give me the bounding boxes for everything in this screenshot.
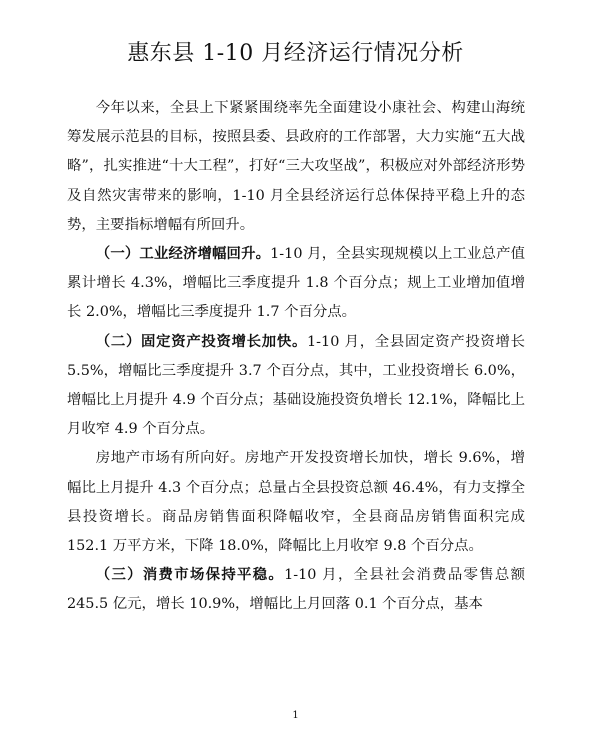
page-number: 1 bbox=[292, 710, 299, 721]
paragraph-industry bbox=[67, 240, 525, 328]
paragraph-consumption-heading: （三）消费市场保持平稳。 bbox=[95, 567, 285, 584]
paragraph-investment bbox=[67, 328, 525, 445]
paragraph-industry-text: 1-10 月，全县实现规模以上工业总产值累计增长 4.3%，增幅比三季度提升 1.8 个百分点；规上工业增加值增长 2.0%，增幅比三季度提升 1.7 个百分点。 bbox=[67, 246, 525, 321]
paragraph-real-estate-text: 房地产市场有所向好。房地产开发投资增长加快，增长 9.6%，增幅比上月提升 4.3 个百分点；总量占全县投资总额 46.4%，有力支撑全县投资增长。商品房销售面积降幅收窄，全县商品房销售面积完成 152.1 万平方米，下降 18.0%，降幅比上月收窄 9.8 个百分点。 bbox=[67, 450, 525, 555]
paragraph-real-estate bbox=[67, 444, 525, 561]
paragraph-intro bbox=[67, 94, 525, 240]
paragraph-industry-heading: （一）工业经济增幅回升。 bbox=[95, 246, 271, 263]
document-body bbox=[67, 94, 525, 620]
document-title: 惠东县 1-10 月经济运行情况分析 bbox=[127, 41, 464, 66]
paragraph-investment-text: 1-10 月，全县固定资产投资增长 5.5%，增幅比三季度提升 3.7 个百分点，其中，工业投资增长 6.0%，增幅比上月提升 4.9 个百分点；基础设施投资负增长 12.1%，降幅比上月收窄 4.9 个百分点。 bbox=[67, 333, 525, 438]
paragraph-intro-text: 今年以来，全县上下紧紧围绕率先全面建设小康社会、构建山海统筹发展示范县的目标，按照县委、县政府的工作部署，大力实施“五大战略”，扎实推进“十大工程”，打好“三大攻坚战”，积极应对外部经济形势及自然灾害带来的影响，1-10 月全县经济运行总体保持平稳上升的态势，主要指标增幅有所回升。 bbox=[67, 100, 525, 233]
paragraph-consumption bbox=[67, 561, 525, 619]
paragraph-investment-heading: （二）固定资产投资增长加快。 bbox=[95, 333, 308, 350]
paragraph-consumption-text: 1-10 月，全县社会消费品零售总额 245.5 亿元，增长 10.9%，增幅比上月回落 0.1 个百分点，基本 bbox=[67, 567, 525, 613]
